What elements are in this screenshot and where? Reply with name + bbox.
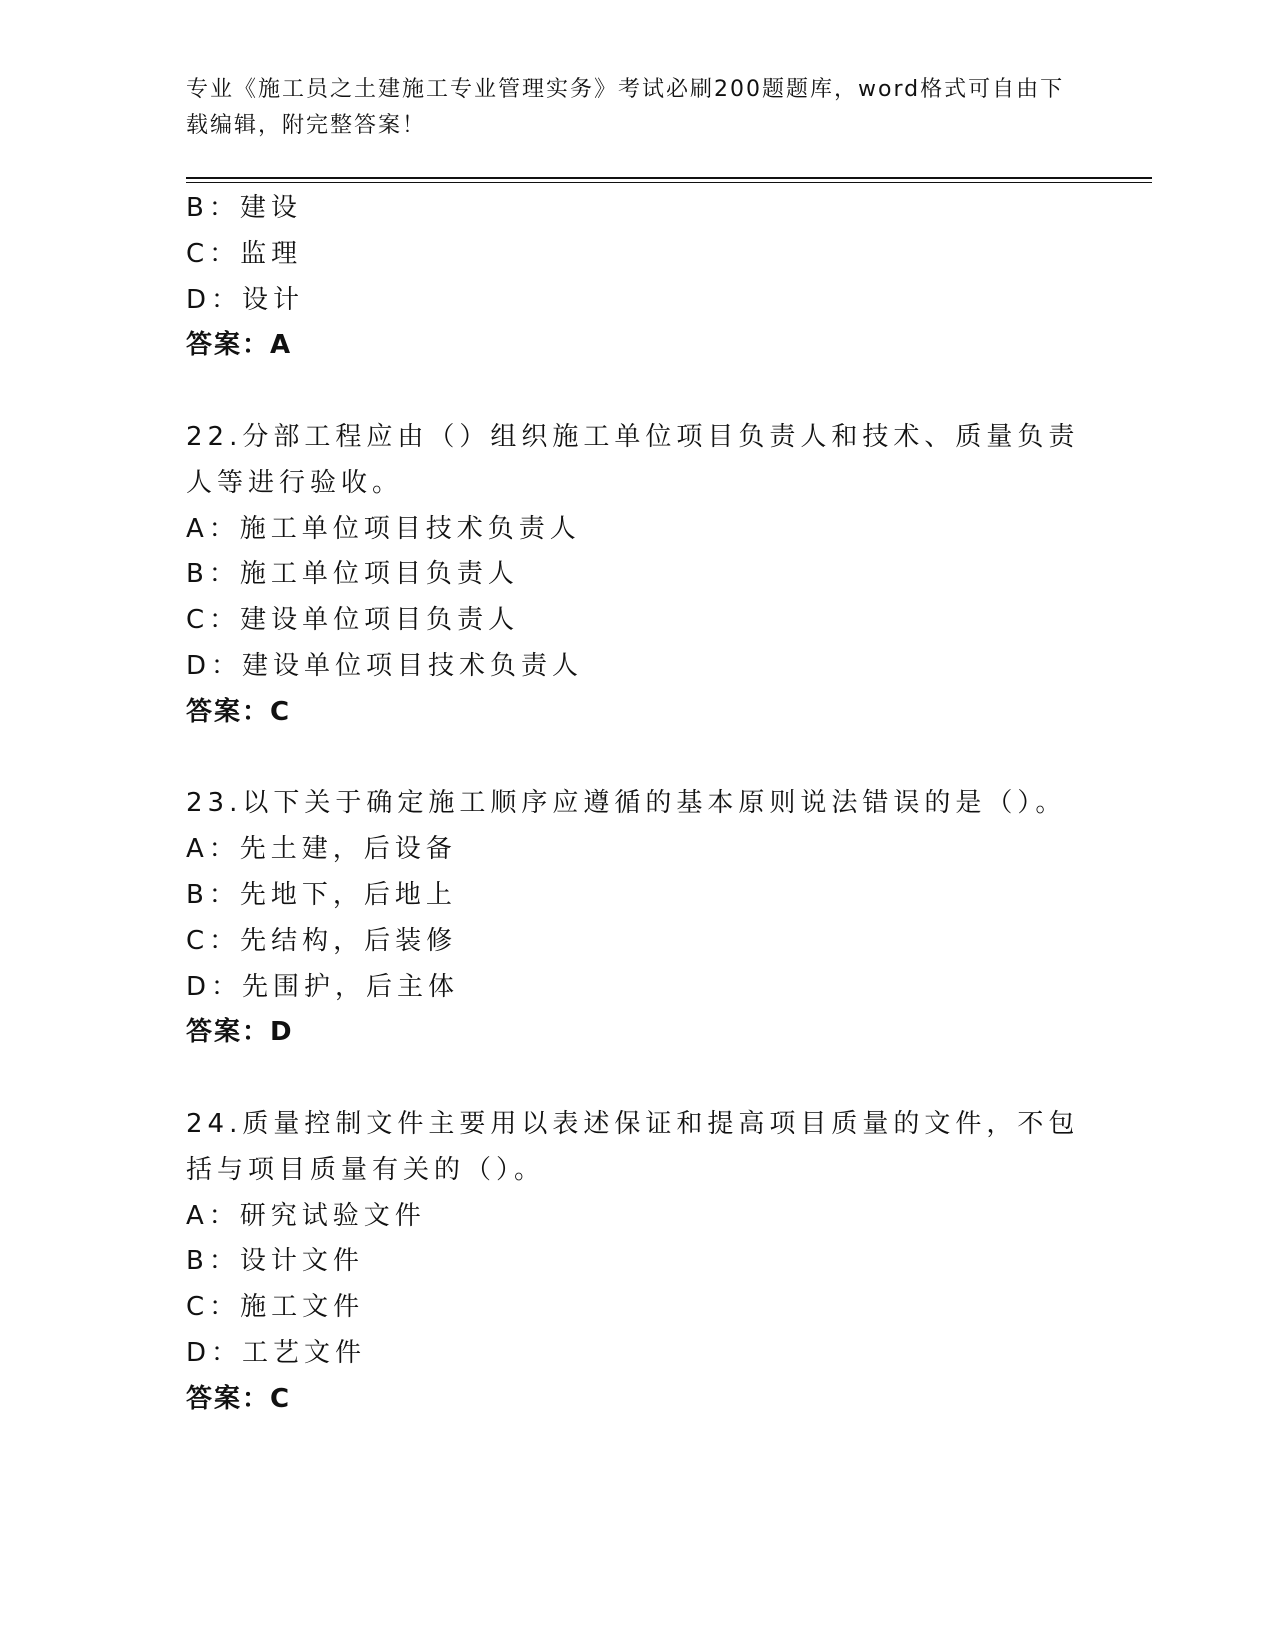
option-d: D：设计 <box>186 284 305 315</box>
option-d: D：工艺文件 <box>186 1337 367 1368</box>
spacer <box>186 1056 1086 1102</box>
option-a: A：施工单位项目技术负责人 <box>186 513 581 544</box>
option-a: A：先土建，后设备 <box>186 834 457 865</box>
answer-line: 答案：C <box>186 696 292 727</box>
option-c: C：监理 <box>186 238 303 269</box>
question-text: 22.分部工程应由（）组织施工单位项目负责人和技术、质量负责人等进行验收。 <box>186 421 1080 498</box>
question-list <box>186 186 1086 1423</box>
answer-line: 答案：D <box>186 1017 294 1048</box>
option-a: A：研究试验文件 <box>186 1200 426 1231</box>
option-b: B：施工单位项目负责人 <box>186 559 519 590</box>
prev-question-block <box>186 186 1086 369</box>
header-rule-thick <box>186 177 1152 179</box>
question-text: 23.以下关于确定施工顺序应遵循的基本原则说法错误的是（）。 <box>186 788 1067 819</box>
answer-line: 答案：C <box>186 1383 292 1414</box>
question-block-23 <box>186 781 1086 1056</box>
question-block-22 <box>186 415 1086 736</box>
spacer <box>186 369 1086 415</box>
option-b: B：先地下，后地上 <box>186 879 457 910</box>
question-block-24 <box>186 1102 1086 1423</box>
option-c: C：先结构，后装修 <box>186 925 458 956</box>
option-d: D：建设单位项目技术负责人 <box>186 650 584 681</box>
option-c: C：施工文件 <box>186 1292 365 1323</box>
option-b: B：设计文件 <box>186 1246 364 1277</box>
option-b: B：建设 <box>186 193 302 223</box>
header-rule-thin <box>186 182 1152 183</box>
spacer <box>186 736 1086 782</box>
question-text: 24.质量控制文件主要用以表述保证和提高项目质量的文件，不包括与项目质量有关的（）。 <box>186 1108 1080 1185</box>
option-d: D：先围护，后主体 <box>186 971 460 1002</box>
page-header: 专业《施工员之土建施工专业管理实务》考试必刷200题题库，word格式可自由下载编辑，附完整答案！ <box>186 77 1065 138</box>
option-c: C：建设单位项目负责人 <box>186 605 520 636</box>
answer-line: 答案：A <box>186 330 293 361</box>
